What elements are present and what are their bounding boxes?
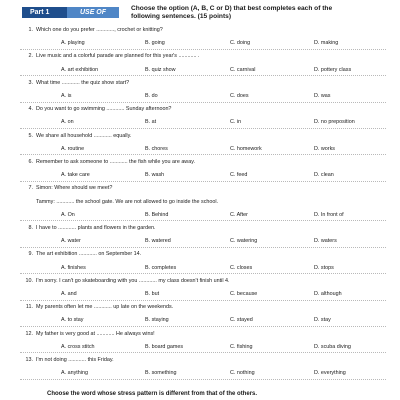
- answer-option-d[interactable]: D. clean: [314, 172, 334, 179]
- question-text: [24, 199, 218, 206]
- answer-option-d[interactable]: D. was: [314, 93, 331, 99]
- answer-option-a[interactable]: A. is: [61, 93, 72, 99]
- row-divider: [20, 220, 386, 221]
- question-text: [24, 106, 171, 113]
- answer-option-b[interactable]: B. wash: [145, 172, 165, 179]
- answer-option-b[interactable]: B. going: [145, 40, 165, 47]
- instruction-line-2: following sentences. (15 points): [131, 13, 232, 21]
- part-badge: Part 1: [22, 7, 68, 18]
- question-text: [24, 53, 199, 60]
- answer-option-b[interactable]: B. quiz show: [145, 66, 176, 73]
- answer-options: [0, 119, 400, 126]
- question-text: [24, 251, 141, 258]
- answer-option-a[interactable]: A. on: [61, 119, 74, 126]
- answer-option-a[interactable]: A. finishes: [61, 264, 86, 271]
- answer-option-b[interactable]: B. but: [145, 291, 160, 297]
- row-divider: [20, 326, 386, 327]
- question-text: [24, 304, 173, 311]
- answer-option-a[interactable]: A. playing: [61, 40, 85, 47]
- answer-options: [0, 317, 400, 324]
- answer-option-b[interactable]: B. chores: [145, 145, 168, 152]
- answer-option-d[interactable]: D. In front of: [314, 211, 344, 218]
- answer-option-d[interactable]: D. stops: [314, 264, 334, 271]
- question-stem: Do you want to go swimming ............ Sunday afternoon?: [36, 106, 172, 113]
- row-divider: [20, 300, 386, 301]
- answer-option-a[interactable]: A. anything: [61, 370, 88, 377]
- question-stem: I have to ............ plants and flowers in the garden.: [36, 225, 156, 231]
- answer-option-d[interactable]: D. stay: [314, 317, 331, 324]
- answer-option-b[interactable]: B. something: [145, 370, 177, 377]
- question-text: [24, 225, 156, 232]
- answer-option-a[interactable]: A. routine: [61, 145, 85, 152]
- question-stem: Which one do you prefer ............, crochet or knitting?: [36, 27, 163, 33]
- answer-options: [0, 370, 400, 377]
- question-stem: We share all household ............ equally.: [36, 132, 132, 139]
- question-number: 3.: [28, 79, 33, 86]
- row-divider: [20, 379, 386, 380]
- next-instruction: Choose the word whose stress pattern is different from that of the others.: [47, 391, 258, 397]
- answer-option-c[interactable]: C. stayed: [230, 317, 253, 324]
- answer-option-c[interactable]: C. fishing: [230, 343, 253, 350]
- answer-option-a[interactable]: A. and: [61, 291, 77, 297]
- question-number: 13.: [25, 357, 33, 363]
- answer-option-d[interactable]: D. everything: [314, 370, 346, 377]
- question-text: [24, 27, 163, 34]
- question-text: [24, 331, 155, 338]
- row-divider: [20, 273, 386, 274]
- instruction-text: [131, 5, 393, 22]
- question-text: [24, 357, 114, 364]
- question-number: 8.: [28, 225, 33, 231]
- row-divider: [20, 49, 386, 50]
- answer-options: [0, 40, 400, 47]
- question-text: [24, 80, 129, 87]
- question-number: 7.: [28, 185, 33, 192]
- answer-option-d[interactable]: D. scuba diving: [314, 343, 351, 350]
- answer-option-b[interactable]: B. completes: [145, 264, 177, 271]
- answer-option-c[interactable]: C. closes: [230, 264, 253, 271]
- answer-options: [0, 238, 400, 245]
- answer-option-d[interactable]: D. making: [314, 40, 339, 47]
- answer-options: [0, 67, 400, 74]
- question-number: 4.: [28, 106, 33, 113]
- question-stem: Tammy: ............ the school gate. We are not allowed to go inside the school.: [36, 198, 219, 205]
- question-stem: My parents often let me ............ up late on the weekends.: [36, 304, 174, 311]
- answer-option-d[interactable]: D. pottery class: [314, 66, 352, 73]
- row-divider: [20, 181, 386, 182]
- answer-option-d[interactable]: D. works: [314, 145, 335, 152]
- question-stem: I'm sorry. I can't go skateboarding with you ............ my class doesn't finish until 4.: [36, 277, 230, 284]
- question-stem: What time ............ the quiz show start?: [36, 79, 130, 86]
- answer-options: [0, 172, 400, 179]
- answer-option-b[interactable]: B. staying: [145, 317, 169, 324]
- answer-options: [0, 212, 400, 219]
- answer-option-d[interactable]: D. although: [314, 291, 342, 297]
- question-text: [24, 278, 230, 285]
- question-text: [24, 185, 112, 192]
- answer-option-d[interactable]: D. waters: [314, 238, 337, 245]
- answer-option-b[interactable]: B. at: [145, 119, 157, 126]
- row-divider: [20, 75, 386, 76]
- answer-option-c[interactable]: C. carnival: [230, 66, 256, 73]
- question-number: 2.: [28, 53, 33, 60]
- answer-options: [0, 344, 400, 351]
- section-header: [0, 4, 400, 26]
- answer-option-c[interactable]: C. in: [230, 119, 242, 126]
- answer-option-c[interactable]: C. because: [230, 291, 258, 297]
- answer-option-c[interactable]: C. After: [230, 211, 248, 218]
- answer-option-b[interactable]: B. watered: [145, 238, 171, 245]
- question-stem: Remember to ask someone to ............ the fish while you are away.: [36, 159, 195, 165]
- section-label: USE OF ENGLISH: [67, 7, 119, 18]
- row-divider: [20, 154, 386, 155]
- answer-option-b[interactable]: B. Behind: [145, 211, 169, 218]
- question-stem: Live music and a colorful parade are planned for this year's ............ .: [36, 53, 200, 60]
- question-number: 11.: [25, 304, 33, 311]
- answer-options: [0, 93, 400, 100]
- answer-options: [0, 265, 400, 272]
- answer-options: [0, 291, 400, 298]
- question-number: 12.: [25, 330, 33, 337]
- answer-option-a[interactable]: A. water: [61, 238, 81, 245]
- answer-option-a[interactable]: A. art exhibition: [61, 66, 99, 73]
- answer-option-c[interactable]: C. nothing: [230, 370, 255, 377]
- question-text: [24, 133, 131, 140]
- question-number: 10.: [25, 277, 33, 284]
- answer-option-a[interactable]: A. On: [61, 211, 75, 218]
- question-number: 5.: [28, 132, 33, 139]
- row-divider: [20, 247, 386, 248]
- answer-option-a[interactable]: A. take care: [61, 172, 90, 179]
- answer-option-a[interactable]: A. to stay: [61, 317, 84, 324]
- row-divider: [20, 128, 386, 129]
- answer-options: [0, 146, 400, 153]
- question-stem: Simon: Where should we meet?: [36, 185, 113, 192]
- answer-option-c[interactable]: C. feed: [230, 172, 248, 179]
- question-number: 1.: [28, 27, 33, 33]
- question-number: 6.: [28, 159, 33, 165]
- answer-option-c[interactable]: C. doing: [230, 40, 251, 47]
- row-divider: [20, 102, 386, 103]
- question-stem: The art exhibition ............ on September 14.: [36, 251, 142, 258]
- question-number: 9.: [28, 251, 33, 258]
- answer-option-a[interactable]: A. cross stitch: [61, 343, 95, 350]
- instruction-line-1: Choose the option (A, B, C or D) that best completes each of the: [131, 5, 333, 12]
- answer-option-c[interactable]: C. homework: [230, 145, 262, 152]
- question-stem: I'm not doing ............ this Friday.: [36, 357, 114, 363]
- answer-option-b[interactable]: B. do: [145, 93, 158, 99]
- answer-option-c[interactable]: C. does: [230, 93, 249, 99]
- answer-option-c[interactable]: C. watering: [230, 238, 258, 245]
- answer-option-d[interactable]: D. no preposition: [314, 119, 355, 126]
- question-stem: My father is very good at ............ He always wins!: [36, 330, 155, 337]
- answer-option-b[interactable]: B. board games: [145, 343, 184, 350]
- row-divider: [20, 352, 386, 353]
- question-text: [24, 159, 195, 166]
